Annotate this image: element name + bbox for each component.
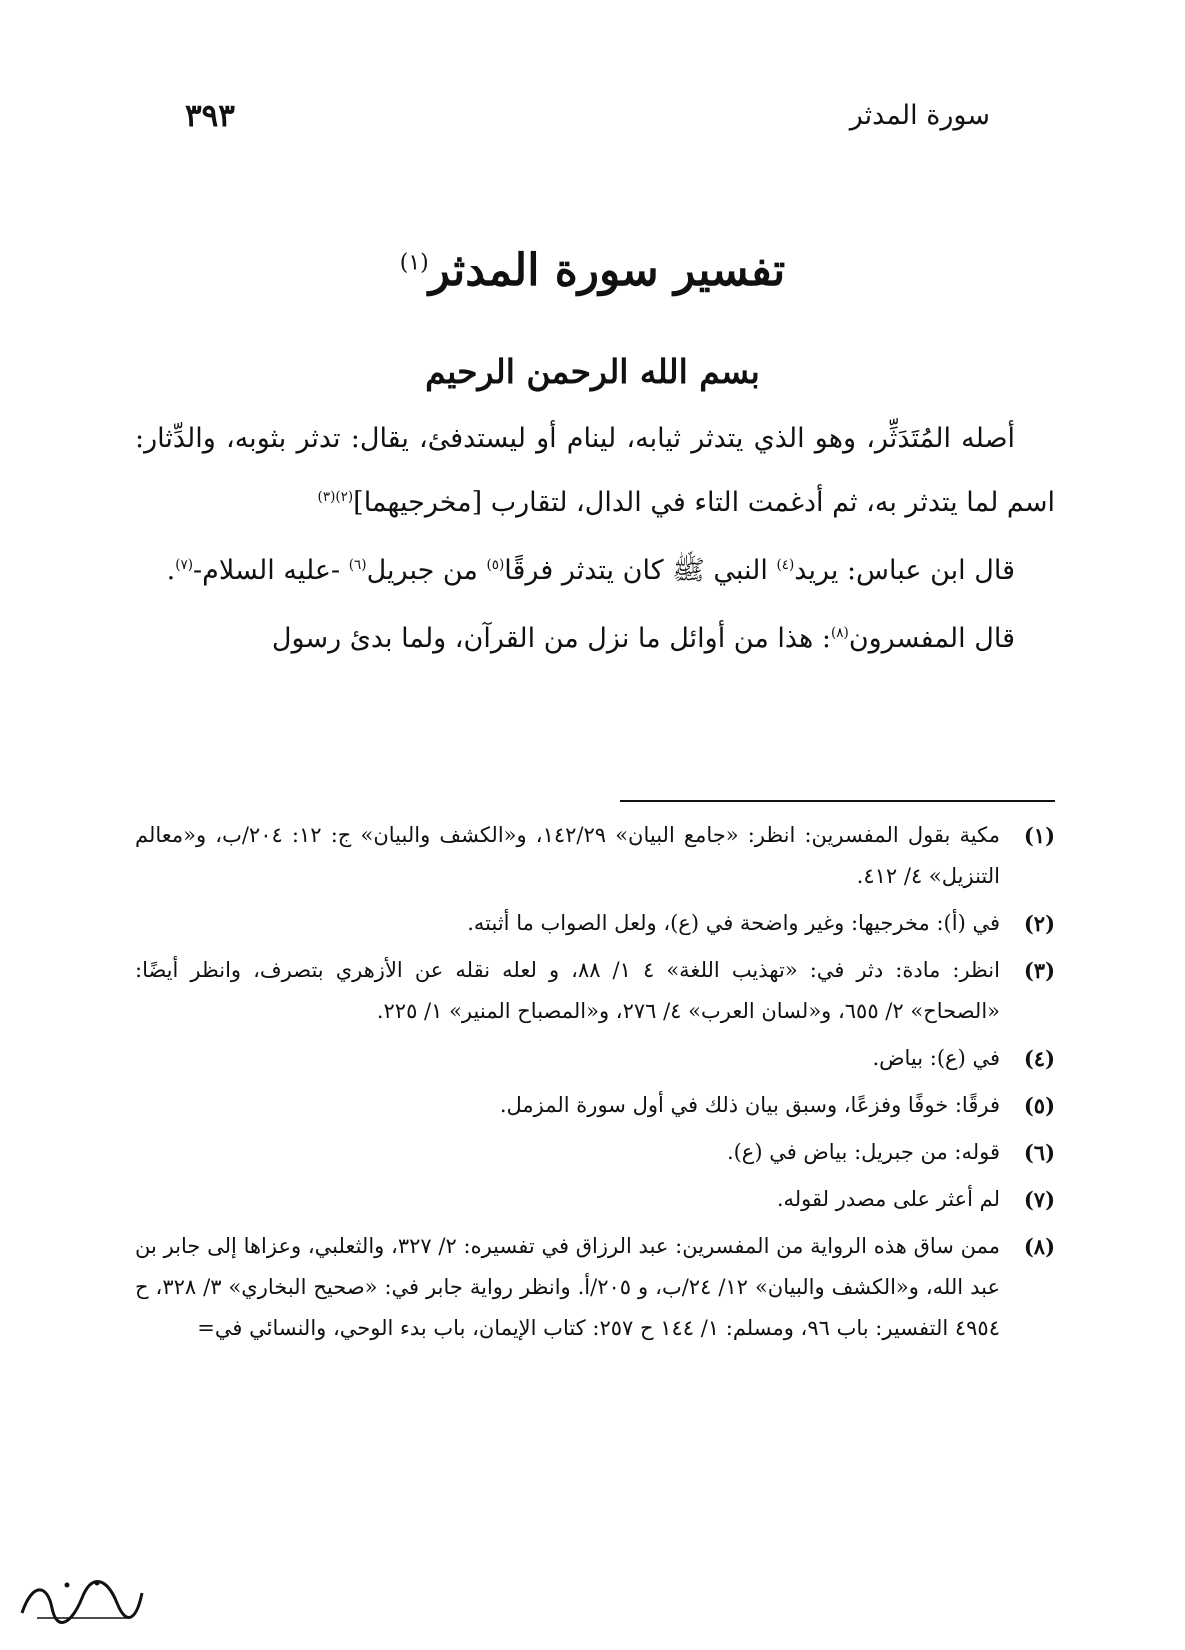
footnote-text: انظر: مادة: دثر في: «تهذيب اللغة» ٤ ١/ ٨٨، و لعله نقله عن الأزهري بتصرف، وانظر أيضًا: «الصحاح» ٢/ ٦٥٥، و«لسان العرب» ٤/ ٢٧٦، و«المصباح المنير» ١/ ٢٢٥. xyxy=(135,958,1000,1023)
footnote-divider xyxy=(620,800,1055,802)
footnote-number: (٦) xyxy=(1023,1140,1055,1165)
paragraph-text: قال ابن عباس: يريد xyxy=(794,555,1015,586)
paragraph-text: -عليه السلام- xyxy=(193,555,349,586)
paragraph-text: من جبريل xyxy=(366,555,487,586)
footnotes xyxy=(135,815,1055,1355)
footnote-ref: (٢)(٣) xyxy=(317,489,354,505)
footnote-ref: (٧) xyxy=(175,557,194,573)
footnote-ref: (١) xyxy=(399,250,429,276)
footnote-number: (٥) xyxy=(1023,1093,1055,1118)
footnote xyxy=(135,1179,1055,1220)
page-number: ٣٩٣ xyxy=(185,98,235,134)
footnote xyxy=(135,1226,1055,1349)
footnote xyxy=(135,1038,1055,1079)
basmala: بسم الله الرحمن الرحيم xyxy=(425,352,760,391)
footnote-number: (٤) xyxy=(1023,1046,1055,1071)
footnote-number: (٢) xyxy=(1023,911,1055,936)
footnote-number: (٧) xyxy=(1023,1187,1055,1212)
surah-title-text: تفسير سورة المدثر xyxy=(428,245,786,296)
footnote xyxy=(135,950,1055,1032)
surah-title xyxy=(0,245,1185,296)
footnote-number: (١) xyxy=(1023,823,1055,848)
footnote xyxy=(135,1085,1055,1126)
footnote-ref: (٦) xyxy=(348,557,367,573)
footnote xyxy=(135,1132,1055,1173)
calligraphy-logo-svg xyxy=(12,1573,147,1628)
footnote xyxy=(135,903,1055,944)
paragraph-2 xyxy=(135,536,1055,600)
footnote-text: ممن ساق هذه الرواية من المفسرين: عبد الرزاق في تفسيره: ٢/ ٣٢٧، والثعلبي، وعزاها إلى جابر بن عبد الله، و«الكشف والبيان» ١٢/ ٢٤/ب، و ٢٠٥/أ. وانظر رواية جابر في: «صحيح البخاري» ٣/ ٣٢٨، ح ٤٩٥٤ التفسير: باب ٩٦، ومسلم: ١/ ١٤٤ ح ٢٥٧: كتاب الإيمان، باب بدء الوحي، والنسائي في= xyxy=(135,1234,1000,1340)
footnote-ref: (٤) xyxy=(776,557,795,573)
paragraph-text: : هذا من أوائل ما نزل من القرآن، ولما بدئ رسول xyxy=(271,623,831,654)
footnote-text: قوله: من جبريل: بياض في (ع). xyxy=(726,1140,1000,1164)
footnote-text: في (ع): بياض. xyxy=(872,1046,1000,1070)
running-head: سورة المدثر xyxy=(849,100,990,131)
paragraph-text: النبي ﷺ كان يتدثر فرقًا xyxy=(504,555,777,586)
footnote-text: في (أ): مخرجيها: وغير واضحة في (ع)، ولعل الصواب ما أثبته. xyxy=(467,911,1000,935)
footnote-number: (٨) xyxy=(1023,1234,1055,1259)
footnote-ref: (٨) xyxy=(830,625,849,641)
footnote-number: (٣) xyxy=(1023,958,1055,983)
paragraph-1 xyxy=(135,410,1055,532)
paragraph-text: قال المفسرون xyxy=(848,623,1015,654)
calligraphy-logo-icon xyxy=(12,1573,147,1628)
paragraph-text: . xyxy=(166,555,176,586)
footnote-text: لم أعثر على مصدر لقوله. xyxy=(776,1187,1000,1211)
body-text xyxy=(135,410,1055,672)
paragraph-3 xyxy=(135,604,1055,668)
footnote-ref: (٥) xyxy=(486,557,505,573)
footnote-text: مكية بقول المفسرين: انظر: «جامع البيان» ١٤٢/٢٩، و«الكشف والبيان» ج: ١٢: ٢٠٤/ب، و«معالم التنزيل» ٤/ ٤١٢. xyxy=(135,823,1000,888)
footnote-text: فرقًا: خوفًا وفزعًا، وسبق بيان ذلك في أول سورة المزمل. xyxy=(499,1093,1000,1117)
paragraph-text: أصله المُتَدَثِّر، وهو الذي يتدثر ثيابه، لينام أو ليستدفئ، يقال: تدثر بثوبه، والدِّثار: اسم لما يتدثر به، ثم أدغمت التاء في الدال، لتقارب [مخرجيهما] xyxy=(135,423,1055,518)
footnote xyxy=(135,815,1055,897)
